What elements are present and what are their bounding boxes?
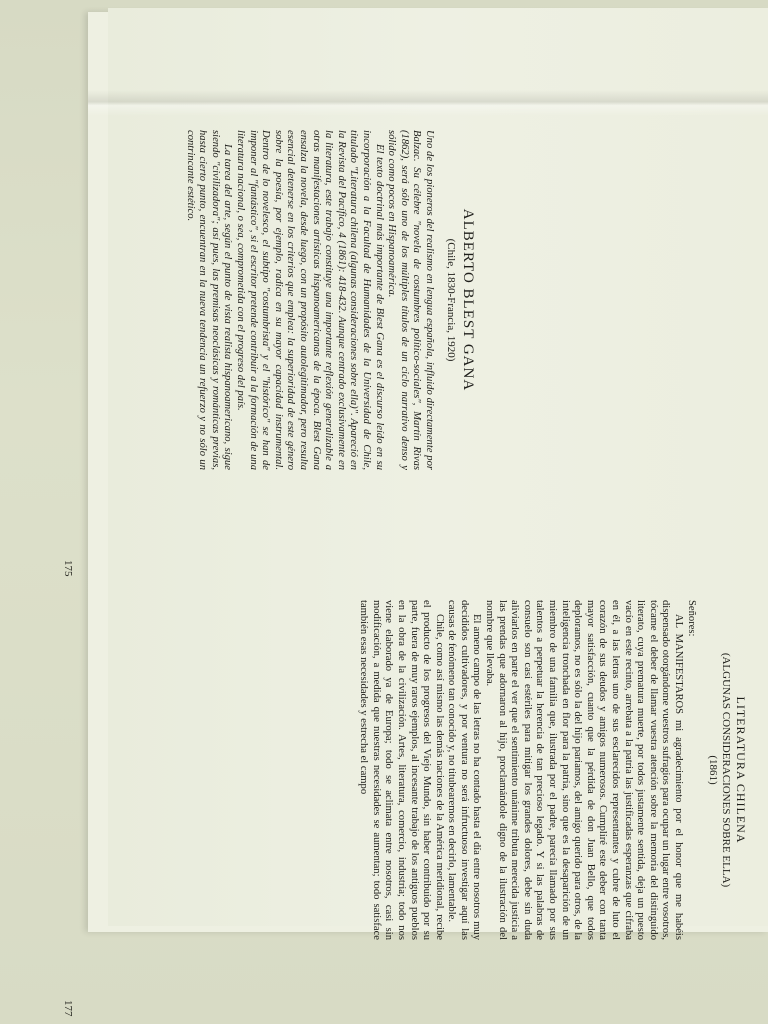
page-number-left: 175 [62, 560, 74, 577]
work-title: LITERATURA CHILENA [734, 696, 748, 844]
intro-paragraph-1: Uno de los pioneros del realismo en lengua española, influido directamente por Balzac. Su célebre "novela de costumbres político-sociales", Martín Rivas (1862), será sólo uno de los múltiples títulos de un ciclo narrativo denso y sólido como pocos en Hispanoamérica. [386, 130, 435, 470]
body-paragraph-3: Chile, como así mismo las demás naciones de la América meridional, recibe el producto de los progresos del Viejo Mundo, sin haber contribuido por su parte, fuera de muy raros ejemplos, al incesante trabajo de los antiguos pueblos en la obra de la civilización. Artes, literatura, comercio, industria; todo nos viene elaborado ya de Europa; todo se aclimata entre nosotros, casi sin modificación, a medida que nuestras necesidades se aumentan; todo satisface también esas necesidades y estrecha el campo [358, 600, 445, 940]
salutation: Señores: [686, 600, 697, 637]
work-subtitle: (ALGUNAS CONSIDERACIONES SOBRE ELLA) [720, 652, 732, 888]
intro-paragraph-2: El texto doctrinal más importante de Blest Gana es el discurso leído en su incorporación a la Facultad de Humanidades de la Universidad de Chile, titulado "Literatura chilena (algunas consideraciones sobre ella)". Apareció en la Revista del Pacífico, 4 (1861): 418-432. Aunque centrado exclusivamente en la literatura, este trabajo constituye una importante reflexión generalizable a otras manifestaciones artísticas hispanoamericanas de la época. Blest Gana ensalza la novela, desde luego, con un propósito autolegitimador, pero resulta esencial detenerse en los criterios que emplea: la superioridad de este género sobre la poesía, por ejemplo, radica en su mayor capacidad instrumental. Dentro de lo novelesco, el subtipo "costumbrista" y el "histórico" se han de imponer al "fantástico", si el escritor pretende contribuir a la formación de una literatura nacional, o sea, comprometida con el progreso del país. [235, 130, 385, 470]
author-heading: ALBERTO BLEST GANA [460, 208, 476, 392]
author-dates: (Chile, 1830-Francia, 1920) [445, 238, 457, 362]
paper-fold-crease [88, 90, 768, 116]
body-paragraph-1: AL MANIFESTAROS mi agradecimiento por el honor que me habéis dispensado otorgándome vuestros sufragios para ocupar un lugar entre vosotros, tócame el deber de llamar vuestra atención sobre la memoria del distinguido literato, cuya prematura muerte, por todos justamente sentida, deja un puesto vacío en este recinto, arrebata a la patria las justificadas esperanzas que cifraba en él, a las letras uno de sus esclarecidos representantes y cubre de luto el corazón de sus deudos y amigos numerosos. Cumpliré este deber con tanta mayor satisfacción, cuanto que la pérdida de don Juan Bello, que todos deploramos, no es sólo la del hijo pariamos, del amigo querido para otros, de la inteligencia tronchada en flor para la patria, sino que es la desaparición de un miembro de una familia que, ilustrada por el padre, parecía llamado por sus talentos a perpetuar la herencia de tan precioso legado. Y si las palabras de consuelo son casi estériles para mitigar los grandes dolores, debe sin duda aliviarlos en parte el ver que el sentimiento unánime tributa merecida justicia a las prendas que adornaron al hijo, proclamándole digno de la ilustración del nombre que llevaba. [484, 600, 684, 940]
intro-paragraph-3: La tarea del arte, según el punto de vista realista hispanoamericano, sigue siendo "civilizadora"; así pues, las premisas neoclásicas y románticas previas, hasta cierto punto, encuentran en la nueva tendencia un refuerzo y no sólo un contrincante estético. [184, 130, 234, 470]
work-year: (1861) [707, 755, 719, 785]
left-page [183, 130, 476, 470]
body-paragraph-2: El ameno campo de las letras no ha contado hasta el día entre nosotros muy decididos cultivadores, y por ventura no será infructuoso investigar aquí las causas de fenómeno tan conocido y, no titubearemos en decirlo, lamentable. [446, 600, 483, 940]
right-page [357, 600, 748, 940]
page-number-right: 177 [62, 1000, 74, 1017]
